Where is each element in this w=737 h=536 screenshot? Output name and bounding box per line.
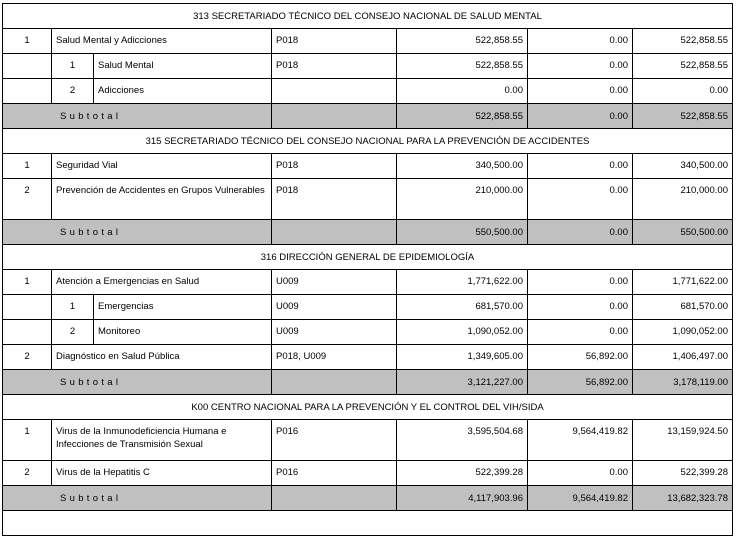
subtotal-empty — [272, 220, 397, 245]
table-row — [3, 420, 733, 461]
amount-a: 522,399.28 — [397, 461, 528, 486]
budget-table-body — [3, 4, 733, 536]
amount-a: 1,349,605.00 — [397, 345, 528, 370]
amount-b: 0.00 — [528, 29, 633, 54]
section-header: K00 CENTRO NACIONAL PARA LA PREVENCIÓN Y EL CONTROL DEL VIH/SIDA — [3, 395, 733, 420]
subtotal-b: 9,564,419.82 — [528, 486, 633, 511]
amount-total: 522,858.55 — [633, 29, 733, 54]
subtotal-empty — [272, 486, 397, 511]
amount-total: 522,399.28 — [633, 461, 733, 486]
program-code: U009 — [272, 320, 397, 345]
row-label: Seguridad Vial — [52, 154, 272, 179]
section-header-row — [3, 245, 733, 270]
amount-total: 1,406,497.00 — [633, 345, 733, 370]
row-label: Prevención de Accidentes en Grupos Vulnerables — [52, 179, 272, 220]
section-header-row — [3, 4, 733, 29]
row-number: 2 — [3, 179, 52, 220]
budget-table — [2, 3, 733, 536]
program-code: P018 — [272, 29, 397, 54]
row-number: 2 — [3, 345, 52, 370]
indent-cell — [3, 54, 52, 79]
amount-a: 681,570.00 — [397, 295, 528, 320]
program-code: P018 — [272, 179, 397, 220]
table-row — [3, 461, 733, 486]
row-number: 2 — [52, 79, 94, 104]
row-label: Virus de la Inmunodeficiencia Humana e Infecciones de Transmisión Sexual — [52, 420, 272, 461]
subtotal-row — [3, 486, 733, 511]
table-row — [3, 179, 733, 220]
section-header: 316 DIRECCIÓN GENERAL DE EPIDEMIOLOGÍA — [3, 245, 733, 270]
subtotal-b: 56,892.00 — [528, 370, 633, 395]
amount-a: 340,500.00 — [397, 154, 528, 179]
table-row — [3, 320, 733, 345]
next-section-header — [3, 511, 733, 536]
amount-a: 1,771,622.00 — [397, 270, 528, 295]
subtotal-a: 550,500.00 — [397, 220, 528, 245]
subtotal-a: 522,858.55 — [397, 104, 528, 129]
table-row — [3, 345, 733, 370]
amount-total: 522,858.55 — [633, 54, 733, 79]
amount-total: 340,500.00 — [633, 154, 733, 179]
amount-b: 9,564,419.82 — [528, 420, 633, 461]
subtotal-label: Subtotal — [3, 370, 272, 395]
section-header: 313 SECRETARIADO TÉCNICO DEL CONSEJO NACIONAL DE SALUD MENTAL — [3, 4, 733, 29]
section-header-row — [3, 395, 733, 420]
amount-total: 1,090,052.00 — [633, 320, 733, 345]
table-row — [3, 79, 733, 104]
amount-a: 3,595,504.68 — [397, 420, 528, 461]
subtotal-total: 3,178,119.00 — [633, 370, 733, 395]
program-code — [272, 79, 397, 104]
subtotal-row — [3, 220, 733, 245]
amount-b: 0.00 — [528, 461, 633, 486]
amount-b: 0.00 — [528, 295, 633, 320]
subtotal-label: Subtotal — [3, 220, 272, 245]
program-code: U009 — [272, 270, 397, 295]
amount-a: 522,858.55 — [397, 54, 528, 79]
subtotal-a: 4,117,903.96 — [397, 486, 528, 511]
subtotal-row — [3, 370, 733, 395]
row-label: Adicciones — [94, 79, 272, 104]
amount-total: 0.00 — [633, 79, 733, 104]
subtotal-b: 0.00 — [528, 104, 633, 129]
subtotal-total: 13,682,323.78 — [633, 486, 733, 511]
row-label: Diagnóstico en Salud Pública — [52, 345, 272, 370]
subtotal-label: Subtotal — [3, 486, 272, 511]
amount-total: 681,570.00 — [633, 295, 733, 320]
amount-b: 0.00 — [528, 270, 633, 295]
amount-total: 210,000.00 — [633, 179, 733, 220]
row-number: 1 — [3, 154, 52, 179]
row-label: Atención a Emergencias en Salud — [52, 270, 272, 295]
amount-total: 1,771,622.00 — [633, 270, 733, 295]
amount-b: 0.00 — [528, 54, 633, 79]
row-label: Emergencias — [94, 295, 272, 320]
row-number: 2 — [3, 461, 52, 486]
program-code: P018 — [272, 154, 397, 179]
subtotal-b: 0.00 — [528, 220, 633, 245]
row-number: 1 — [3, 420, 52, 461]
amount-a: 1,090,052.00 — [397, 320, 528, 345]
program-code: P016 — [272, 461, 397, 486]
row-number: 1 — [3, 270, 52, 295]
subtotal-a: 3,121,227.00 — [397, 370, 528, 395]
program-code: P018, U009 — [272, 345, 397, 370]
row-label: Salud Mental — [94, 54, 272, 79]
row-number: 2 — [52, 320, 94, 345]
row-number: 1 — [52, 54, 94, 79]
table-row — [3, 154, 733, 179]
row-label: Monitoreo — [94, 320, 272, 345]
row-number: 1 — [52, 295, 94, 320]
subtotal-empty — [272, 104, 397, 129]
amount-total: 13,159,924.50 — [633, 420, 733, 461]
next-section-header-row — [3, 511, 733, 536]
amount-b: 0.00 — [528, 79, 633, 104]
program-code: U009 — [272, 295, 397, 320]
indent-cell — [3, 295, 52, 320]
indent-cell — [3, 79, 52, 104]
subtotal-empty — [272, 370, 397, 395]
table-row — [3, 295, 733, 320]
amount-b: 56,892.00 — [528, 345, 633, 370]
section-header: 315 SECRETARIADO TÉCNICO DEL CONSEJO NACIONAL PARA LA PREVENCIÓN DE ACCIDENTES — [3, 129, 733, 154]
program-code: P018 — [272, 54, 397, 79]
amount-b: 0.00 — [528, 179, 633, 220]
section-header-row — [3, 129, 733, 154]
amount-b: 0.00 — [528, 320, 633, 345]
subtotal-row — [3, 104, 733, 129]
subtotal-total: 522,858.55 — [633, 104, 733, 129]
table-row — [3, 29, 733, 54]
table-row — [3, 54, 733, 79]
subtotal-label: Subtotal — [3, 104, 272, 129]
row-number: 1 — [3, 29, 52, 54]
program-code: P016 — [272, 420, 397, 461]
amount-a: 522,858.55 — [397, 29, 528, 54]
amount-a: 0.00 — [397, 79, 528, 104]
amount-b: 0.00 — [528, 154, 633, 179]
subtotal-total: 550,500.00 — [633, 220, 733, 245]
row-label: Virus de la Hepatitis C — [52, 461, 272, 486]
amount-a: 210,000.00 — [397, 179, 528, 220]
indent-cell — [3, 320, 52, 345]
row-label: Salud Mental y Adicciones — [52, 29, 272, 54]
table-row — [3, 270, 733, 295]
